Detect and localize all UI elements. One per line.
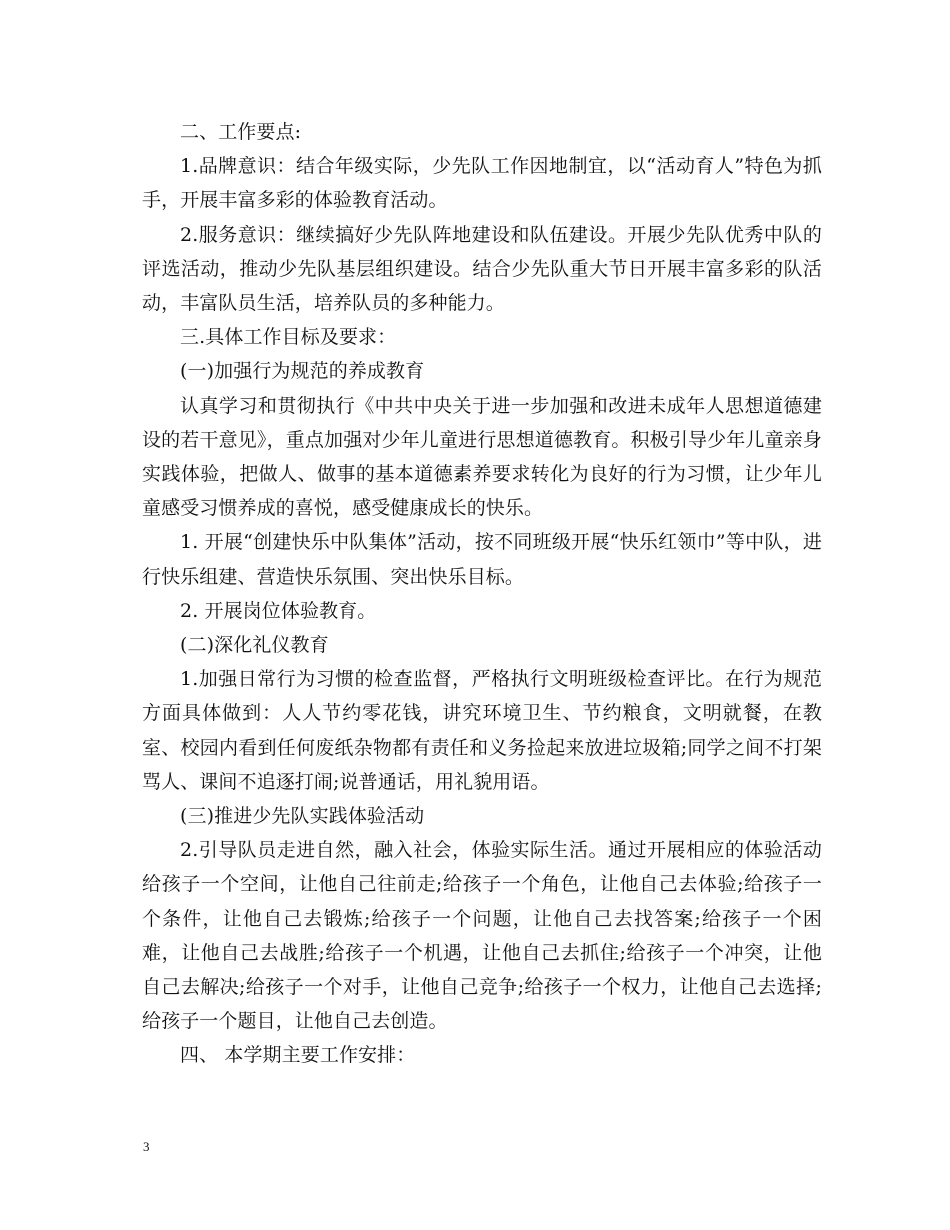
paragraph-brand-awareness: 1.品牌意识：结合年级实际，少先队工作因地制宜，以“活动育人”特色为抓手，开展丰富多彩的体验教育活动。	[142, 155, 822, 212]
section-heading-work-points: 二、工作要点:	[180, 121, 302, 143]
document-body	[142, 115, 822, 1073]
paragraph-nature-society: 2.引导队员走进自然，融入社会，体验实际生活。通过开展相应的体验活动给孩子一个空间，让他自己往前走;给孩子一个角色，让他自己去体验;给孩子一个条件，让他自己去锻炼;给孩子一个问题，让他自己去找答案;给孩子一个困难，让他自己去战胜;给孩子一个机遇，让他自己去抓住;给孩子一个冲突，让他自己去解决;给孩子一个对手，让他自己竞争;给孩子一个权力，让他自己去选择;给孩子一个题目，让他自己去创造。	[142, 839, 822, 1033]
paragraph-post-experience: 2. 开展岗位体验教育。	[180, 599, 377, 622]
paragraph-daily-habits: 1.加强日常行为习惯的检查监督，严格执行文明班级检查评比。在行为规范方面具体做到：人人节约零花钱，讲究环境卫生、节约粮食，文明就餐，在教室、校园内看到任何废纸杂物都有责任和义务捡起来放进垃圾箱;同学之间不打架骂人、课间不追逐打闹;说普通话，用礼貌用语。	[142, 668, 822, 793]
section-heading-goals: 三.具体工作目标及要求：	[180, 326, 397, 349]
paragraph-happy-squad: 1. 开展“创建快乐中队集体”活动，按不同班级开展“快乐红领巾”等中队，进行快乐组建、营造快乐氛围、突出快乐目标。	[142, 531, 822, 588]
paragraph-moral-education: 认真学习和贯彻执行《中共中央关于进一步加强和改进未成年人思想道德建设的若干意见》，重点加强对少年儿童进行思想道德教育。积极引导少年儿童亲身实践体验，把做人、做事的基本道德素养要求转化为良好的行为习惯，让少年儿童感受习惯养成的喜悦，感受健康成长的快乐。	[142, 394, 822, 520]
subheading-etiquette-education: (二)深化礼仪教育	[180, 634, 329, 657]
subheading-behavior-education: (一)加强行为规范的养成教育	[180, 360, 425, 383]
paragraph-service-awareness: 2.服务意识：继续搞好少先队阵地建设和队伍建设。开展少先队优秀中队的评选活动，推动少先队基层组织建设。结合少先队重大节日开展丰富多彩的队活动，丰富队员生活，培养队员的多种能力。	[142, 223, 822, 315]
subheading-practice-activities: (三)推进少先队实践体验活动	[180, 805, 425, 828]
page-number: 3	[143, 1139, 150, 1154]
section-heading-semester-plan: 四、 本学期主要工作安排：	[180, 1044, 416, 1067]
